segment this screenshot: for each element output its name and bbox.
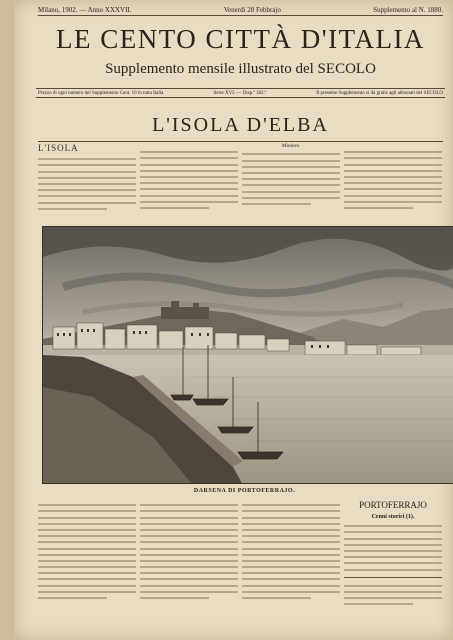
portoferrajo-heading: PORTOFERRAJO [359,500,427,510]
column-1 [38,143,136,223]
harbor-scene [43,227,453,484]
masthead-subtitle: Supplemento mensile illustrato del SECOLO [105,61,376,77]
column-bottom-3 [242,500,340,636]
column-2 [140,147,238,223]
photo-caption: DARSENA DI PORTOFERRAJO. [193,488,296,494]
dateline [38,4,443,16]
price-bar [36,88,445,98]
dateline-date: Venerdi 28 Febbrajo [223,5,281,14]
column-3-heading: Miniere. [281,143,301,149]
masthead-title: LE CENTO CITTÀ D'ITALIA [56,24,425,54]
column-4 [344,147,442,223]
article-title: L'ISOLA D'ELBA [152,114,329,136]
column-bottom-1 [38,500,136,636]
column-1-heading: L'ISOLA [38,143,79,153]
price-info: Prezzo di ogni numero del Supplemento Cent. 10 in tutta Italia [38,90,164,96]
gratis-info: Il presente Supplemento si dà gratis agli abbonati del SECOLO [316,90,443,96]
newspaper-page [14,0,453,640]
dateline-left: Milano, 1902. — Anno XXXVII. [38,5,132,14]
cenni-storici-heading: Cenni storici (1). [371,514,415,520]
footnote [344,577,442,606]
column-bottom-4 [344,500,442,636]
column-3 [242,143,340,223]
dateline-supplement: Supplemento al N. 1880. [373,5,443,14]
title-rule [38,141,443,142]
series-info: Serie XVI. — Disp.ª 182.ª [213,90,267,96]
harbor-illustration [42,226,453,484]
column-bottom-2 [140,500,238,636]
